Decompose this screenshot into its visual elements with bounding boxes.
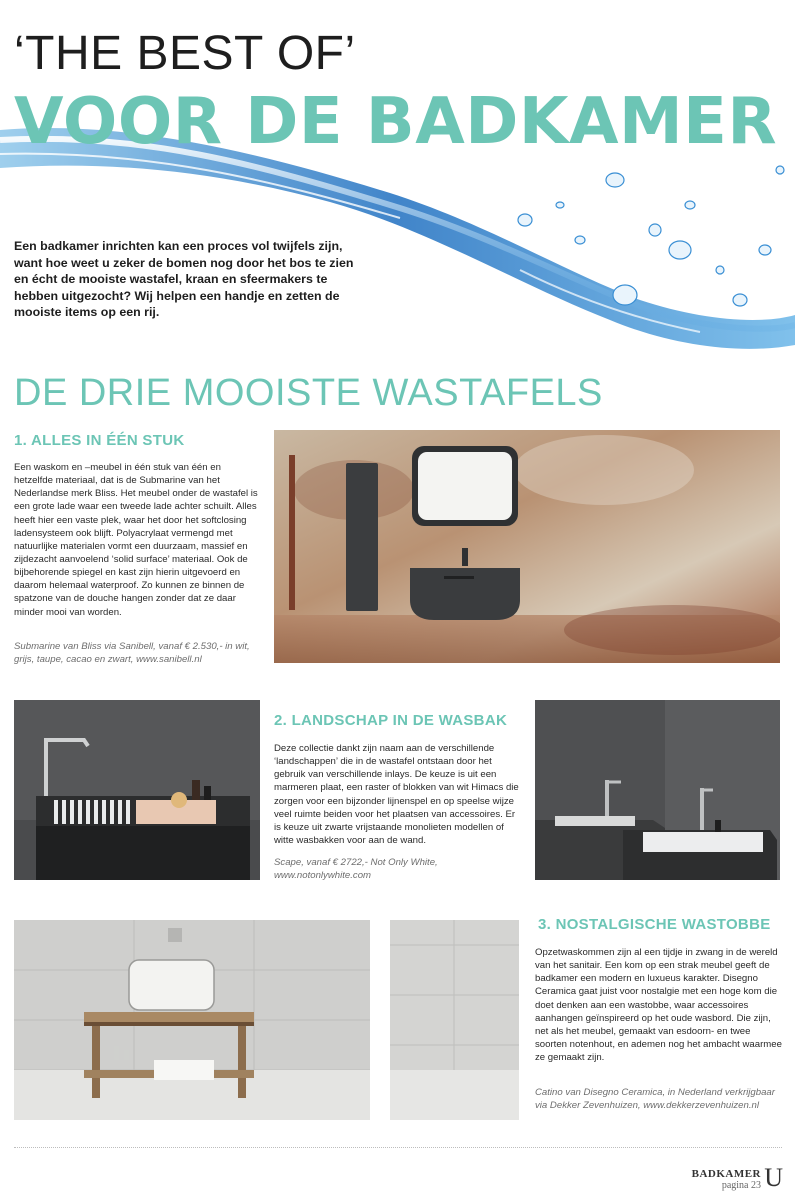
item-2-body: Deze collectie dankt zijn naam aan de verschillende ‘landschappen’ die in de wastafel ontstaan door het gebruik van verschillende inlays. De keuze is uit een marmeren plaat, een raster of blokken van wit Himacs die zorgen voor een bijzonder lijnenspel en op speelse wijze veel ruimte beiden voor het plaatsen van accessoires. Er is keuze uit zwarte vrijstaande monolieten modellen of witte wasbakken voor aan de wand. [274,743,519,846]
item-1-heading: 1. ALLES IN ÉÉN STUK [14,432,185,449]
pre-title: ‘THE BEST OF’ [14,27,356,80]
footer-page-number: pagina 23 [721,1180,761,1191]
item-3-body: Opzetwaskommen zijn al een tijdje in zwang in de wereld van het sanitair. Een kom op een strak meubel geeft de badkamer een modern en luxueus karakter. Disegno Ceramica gaat juist voor nostalgie met een hoge kom die doet denken aan een wastobbe, waar accessoires aanhangen geïnspireerd op het oude wasbord. Die zijn, net als het meubel, gemaakt van esdoorn- en twee soorten notenhout, en ademen nog het ambacht waarmee ze gemaakt zijn. [535,947,782,1064]
footer [692,1168,761,1191]
footer-divider [14,1147,782,1148]
item-3-photo-left [14,920,370,1120]
main-title: VOOR DE BADKAMER [14,85,778,159]
item-3-heading: 3. NOSTALGISCHE WASTOBBE [538,916,771,933]
item-1-caption: Submarine van Bliss via Sanibell, vanaf € 2.530,- in wit, grijs, taupe, cacao en zwart, www.sanibell.nl [14,641,250,666]
item-2-photo-right [535,700,780,880]
item-1-photo [274,430,780,663]
intro-text: Een badkamer inrichten kan een proces vol twijfels zijn, want hoe weet u zeker de bomen nog door het bos te zien en écht de mooiste wastafel, kraan en sfeermakers te hebben uitgezocht? Wij helpen een handje en zetten de mooiste items op een rij. [14,239,354,319]
section-title: DE DRIE MOOISTE WASTAFELS [14,372,603,414]
item-2-caption: Scape, vanaf € 2722,- Not Only White, www.notonlywhite.com [274,857,438,882]
footer-logo: U [764,1163,783,1192]
item-3-photo-right [390,920,519,1120]
item-1-body: Een waskom en –meubel in één stuk van één en hetzelfde materiaal, dat is de Submarine van het Nederlandse merk Bliss. Het meubel onder de wastafel is een grote lade waar een tweede lade achter schuilt. Alles heeft hier een vaste plek, waar het door het softclosing ladensysteem ook blijft. Polyacrylaat vermengd met natuurlijke materialen vormt een duurzaam, massief en zijdezacht aanvoelend ‘solid surface’ materiaal. Ook de bijbehorende spiegel en kast zijn hierin uitgevoerd en daarom helemaal waterproof. Zo kunnen ze binnen de spatzone van de douche hangen zonder dat ze daar minder mooi van worden. [14,462,258,618]
item-3-caption: Catino van Disegno Ceramica, in Nederland verkrijgbaar via Dekker Zevenhuizen, www.dekkerzevenhuizen.nl [535,1087,775,1112]
item-2-heading: 2. LANDSCHAP IN DE WASBAK [274,712,508,729]
footer-magazine-name: BADKAMER [691,1168,761,1180]
item-2-photo-left [14,700,260,880]
